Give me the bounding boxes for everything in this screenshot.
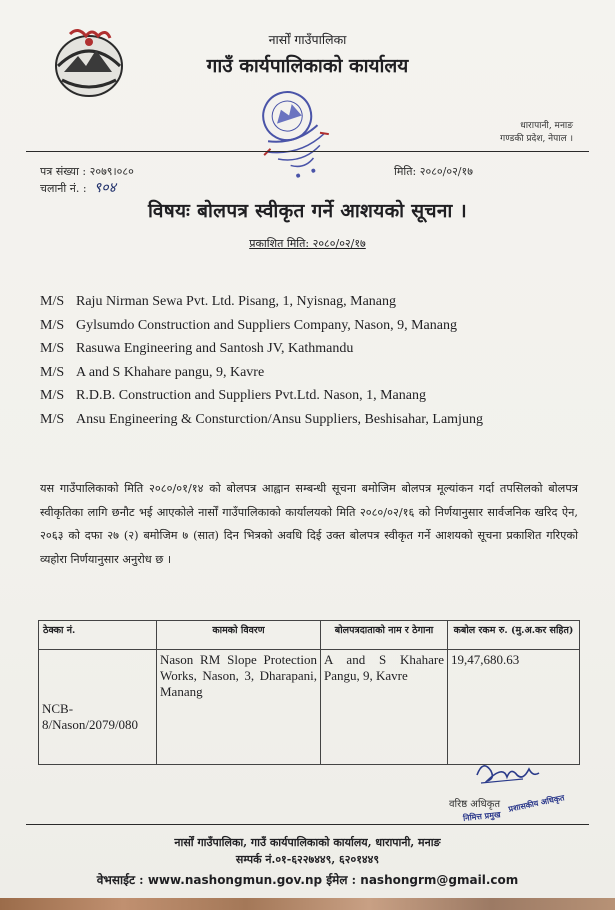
stamp-subtitle: निमित्त प्रमुख <box>462 809 501 823</box>
firm-name: R.D.B. Construction and Suppliers Pvt.Ltd. Nason, 1, Manang <box>76 388 426 403</box>
firm-item <box>40 290 483 314</box>
office-title: गाउँ कार्यपालिकाको कार्यालय <box>206 55 409 77</box>
bidder-cell: A and S Khahare Pangu, 9, Kavre <box>321 650 448 765</box>
official-seal-icon <box>238 85 350 187</box>
website-link[interactable]: www.nashongmun.gov.np <box>147 873 323 887</box>
firm-item <box>40 314 483 338</box>
dispatch-number-label: चलानी नं. : <box>40 182 87 195</box>
firm-prefix: M/S <box>40 411 65 427</box>
firm-name: Gylsumdo Construction and Suppliers Company, Nason, 9, Manang <box>76 317 457 333</box>
signatory-title: वरिष्ठ अधिकृत <box>449 799 501 810</box>
header-divider <box>26 151 589 152</box>
background-edge <box>0 898 615 910</box>
firm-prefix: M/S <box>40 294 65 309</box>
dispatch-number-value: ९०४ <box>94 180 116 196</box>
column-header: बोलपत्रदाताको नाम र ठेगाना <box>321 621 448 650</box>
footer-contact: सम्पर्क नं.०१-६२२७४४९, ६२०१४४९ <box>235 853 380 866</box>
firm-name: Raju Nirman Sewa Pvt. Ltd. Pisang, 1, Nyisnag, Manang <box>76 294 397 309</box>
column-header: कबोल रकम रु. (मु.अ.कर सहित) <box>448 621 580 650</box>
firm-prefix: M/S <box>40 341 65 356</box>
notice-body: यस गाउँपालिकाको मिति २०८०/०१/१४ को बोलपत्र आह्वान सम्बन्धी सूचना बमोजिम बोलपत्र मूल्यांकन गर्दा तपसिलको बोलपत्र स्वीकृतिका लागि छनौट भई आएकोले नार्सों गाउँपालिकाको कार्यालयको मिति २०८०/०२/१६ को निर्णयानुसार सार्वजनिक खरिद ऐन, २०६३ को दफा २७ (२) बमोजिम ७ (सात) दिन भित्रको अवधि दिई उक्त बोलपत्र स्वीकृत गर्ने आशयको सूचना प्रकाशित गरिएको व्यहोरा निर्णयानुसार अनुरोध छ । <box>40 482 578 566</box>
letter-date <box>394 164 473 179</box>
letter-date-label: मिति: <box>394 165 417 178</box>
email-link[interactable]: nashongrm@gmail.com <box>360 873 519 887</box>
firm-prefix: M/S <box>40 364 65 380</box>
letter-date-value: २०८०/०२/१७ <box>419 165 473 178</box>
contract-number-cell: NCB-8/Nason/2079/080 <box>39 650 157 765</box>
letter-number-label: पत्र संख्या : <box>40 165 87 178</box>
firm-name: Ansu Engineering & Consturction/Ansu Suppliers, Beshisahar, Lamjung <box>76 411 483 427</box>
table-header-row <box>39 621 580 650</box>
signature-icon <box>473 755 543 787</box>
stamp-title: प्रशासकीय अधिकृत <box>507 792 566 814</box>
firm-item <box>40 408 483 432</box>
address-line: धारापानी, मनाङ <box>520 121 573 131</box>
dispatch-number <box>40 178 116 197</box>
bid-amount-cell: 19,47,680.63 <box>448 650 580 765</box>
published-date: प्रकाशित मिति: २०८०/०२/१७ <box>249 237 366 250</box>
firm-prefix: M/S <box>40 388 65 403</box>
table-row <box>39 650 580 765</box>
firm-item <box>40 361 483 385</box>
address-province: गण्डकी प्रदेश, नेपाल । <box>500 134 573 144</box>
column-header: कामको विवरण <box>157 621 321 650</box>
notice-subject: विषयः बोलपत्र स्वीकृत गर्ने आशयको सूचना । <box>147 200 468 222</box>
work-description-cell: Nason RM Slope Protection Works, Nason, 3, Dharapani, Manang <box>157 650 321 765</box>
award-table <box>38 620 580 765</box>
footer-office: नार्सों गाउँपालिका, गाउँ कार्यपालिकाको कार्यालय, धारापानी, मनाङ <box>174 836 441 849</box>
website-label: वेभसाईट : <box>96 873 144 887</box>
footer-divider <box>26 824 589 825</box>
firm-item <box>40 384 483 408</box>
firm-item <box>40 337 483 361</box>
firm-list <box>40 290 483 431</box>
letter-number-value: २०७९।०८० <box>89 165 134 178</box>
office-subtitle: नार्सों गाउँपालिका <box>268 32 347 47</box>
email-label: ईमेल : <box>326 873 357 887</box>
column-header: ठेक्का नं. <box>39 621 157 650</box>
letter-number <box>40 164 134 179</box>
firm-prefix: M/S <box>40 317 65 333</box>
footer-web <box>0 871 615 888</box>
firm-name: Rasuwa Engineering and Santosh JV, Kathmandu <box>76 341 354 356</box>
firm-name: A and S Khahare pangu, 9, Kavre <box>76 364 265 380</box>
